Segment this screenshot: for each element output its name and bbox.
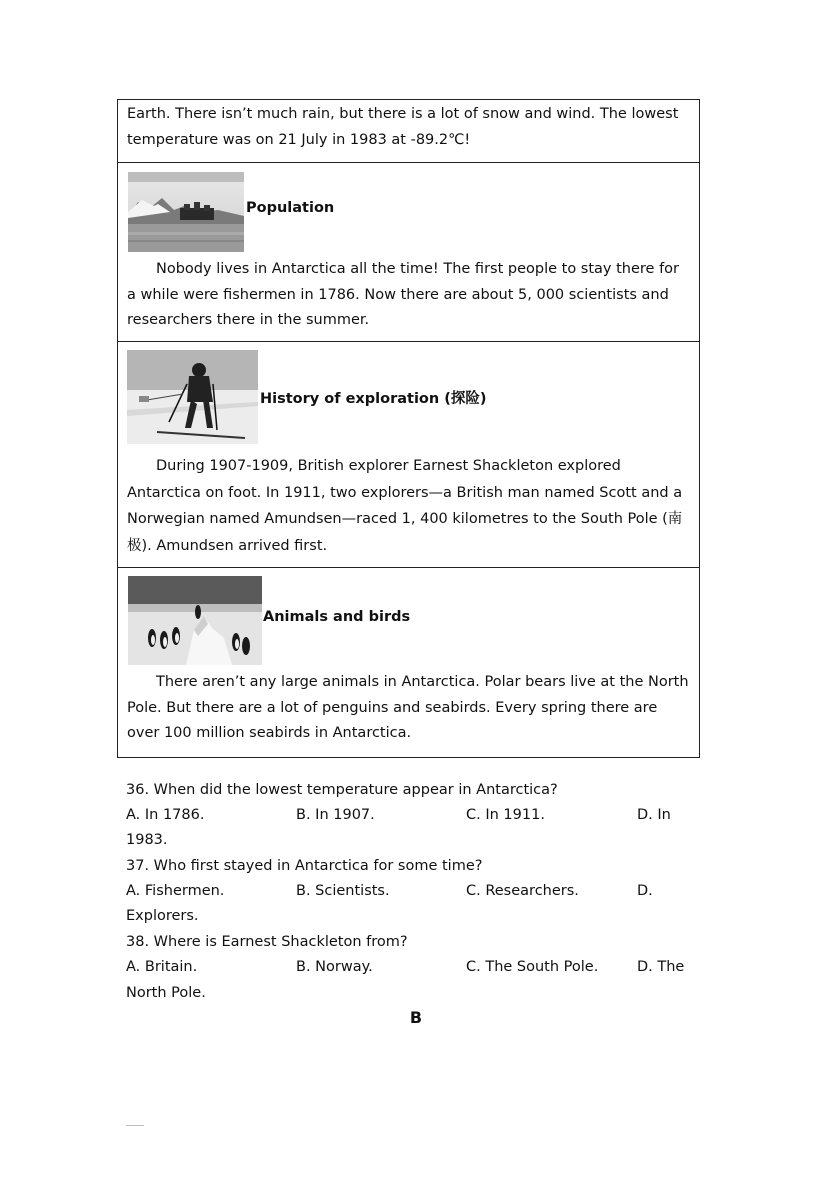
- climate-cell: [118, 100, 699, 163]
- population-text: Nobody lives in Antarctica all the time! The first people to stay there for a while were fishermen in 1786. Now there are about 5, 000 scientists and researchers there in the summer.: [127, 261, 680, 328]
- animals-cell: [118, 568, 699, 757]
- option-a: A. Britain.: [126, 959, 198, 975]
- option-b: B. In 1907.: [296, 807, 375, 823]
- history-cell: [118, 342, 699, 568]
- question-stem: 37. Who first stayed in Antarctica for some time?: [126, 858, 483, 874]
- question-stem: 36. When did the lowest temperature appear in Antarctica?: [126, 782, 558, 798]
- animals-heading: Animals and birds: [263, 609, 411, 625]
- option-c: C. Researchers.: [466, 883, 579, 899]
- population-cell: [118, 163, 699, 342]
- reading-table: [117, 99, 700, 758]
- history-heading: History of exploration (探险): [260, 391, 487, 407]
- option-a: A. Fishermen.: [126, 883, 225, 899]
- explorer-photo: [127, 350, 258, 444]
- option-d-continued: Explorers.: [126, 908, 199, 924]
- option-d-continued: 1983.: [126, 832, 168, 848]
- option-d-continued: North Pole.: [126, 985, 206, 1001]
- option-d: D. In: [637, 807, 671, 823]
- option-c: C. The South Pole.: [466, 959, 599, 975]
- section-label: B: [409, 1008, 423, 1027]
- penguins-photo: [128, 576, 262, 665]
- climate-text: Earth. There isn’t much rain, but there is a lot of snow and wind. The lowest temperature was on 21 July in 1983 at -89.2℃!: [127, 106, 679, 148]
- option-b: B. Norway.: [296, 959, 373, 975]
- history-text: During 1907-1909, British explorer Earnest Shackleton explored Antarctica on foot. In 1911, two explorers—a British man named Scott and a Norwegian named Amundsen—raced 1, 400 kilometres to the South Pole (南极). Amundsen arrived first.: [127, 458, 683, 554]
- option-d: D. The: [637, 959, 685, 975]
- footer-divider: [126, 1125, 144, 1126]
- population-photo: [128, 172, 244, 252]
- population-heading: Population: [246, 200, 335, 216]
- option-d: D.: [637, 883, 653, 899]
- option-a: A. In 1786.: [126, 807, 205, 823]
- option-b: B. Scientists.: [296, 883, 390, 899]
- option-c: C. In 1911.: [466, 807, 545, 823]
- animals-text: There aren’t any large animals in Antarctica. Polar bears live at the North Pole. But there are a lot of penguins and seabirds. Every spring there are over 100 million seabirds in Antarctica.: [127, 674, 689, 741]
- question-stem: 38. Where is Earnest Shackleton from?: [126, 934, 408, 950]
